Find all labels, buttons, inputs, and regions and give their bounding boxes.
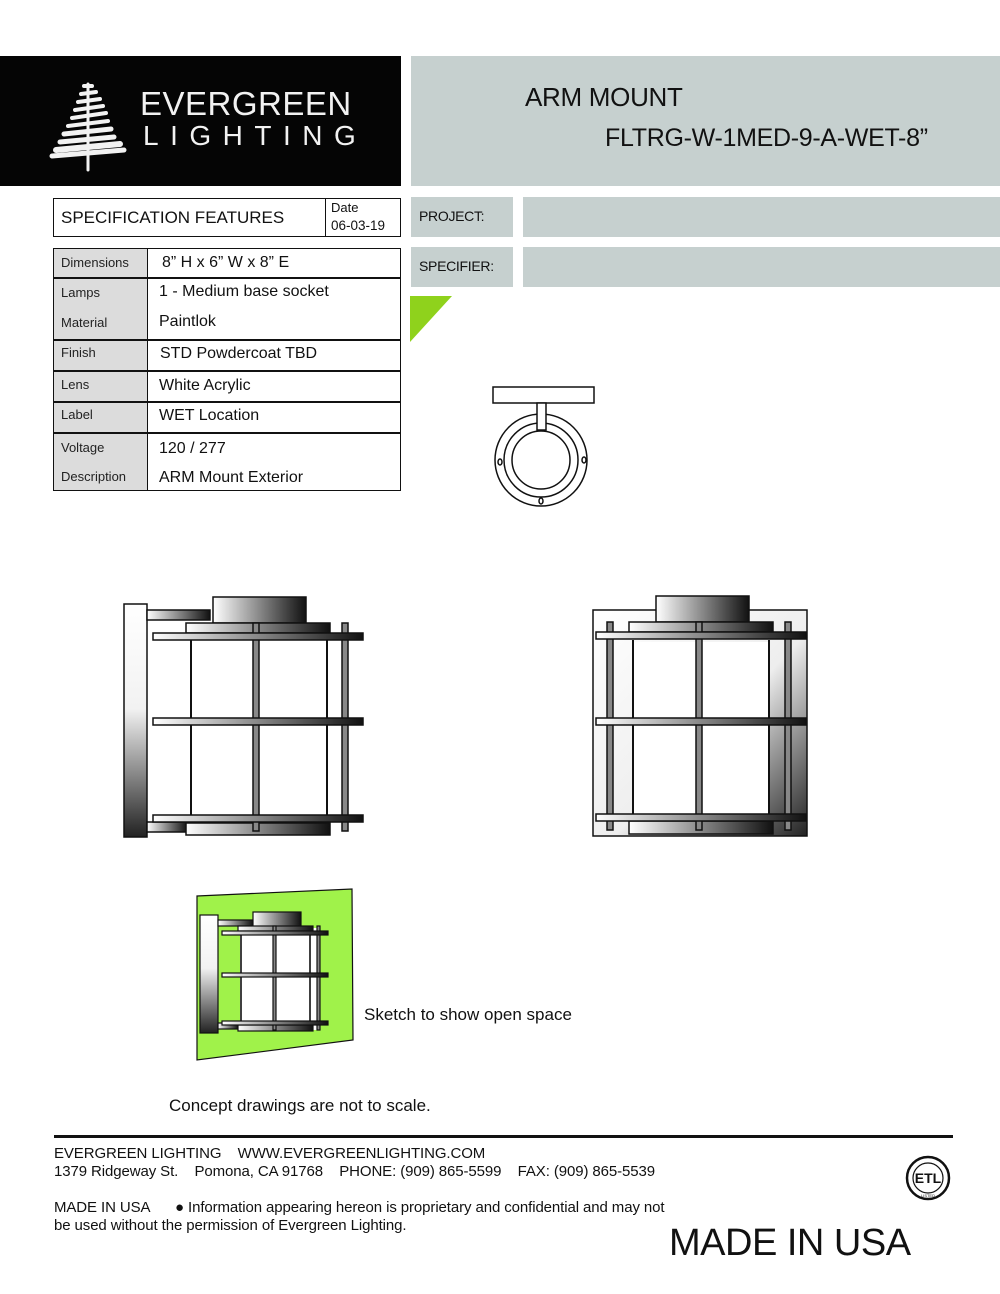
side-view-drawing (110, 585, 380, 850)
spec-value-voltage: 120 / 277 (159, 440, 226, 457)
date-value: 06-03-19 (331, 218, 386, 233)
specifier-field[interactable] (523, 247, 1000, 287)
divider (53, 277, 401, 279)
spec-label-description: Description (61, 469, 127, 484)
spec-label-lens: Lens (61, 377, 90, 392)
footer-divider (54, 1135, 953, 1138)
logo-text-lighting: LIGHTING (143, 120, 368, 151)
top-view-drawing (486, 384, 598, 510)
etl-listed-icon (905, 1155, 951, 1201)
divider (53, 401, 401, 403)
green-triangle-accent-icon (410, 296, 452, 342)
svg-text:LISTED: LISTED (920, 1193, 936, 1198)
pine-tree-icon (48, 80, 134, 172)
spec-label-lamps: Lamps (61, 285, 101, 300)
spec-value-description: ARM Mount Exterior (159, 469, 304, 486)
divider (53, 339, 401, 341)
spec-label-label: Label (61, 407, 93, 422)
spec-label-dimensions: Dimensions (61, 255, 129, 270)
footer-made-in-usa: MADE IN USA (54, 1199, 151, 1216)
scale-note: Concept drawings are not to scale. (169, 1096, 431, 1115)
spec-value-lens: White Acrylic (159, 377, 251, 394)
project-field[interactable] (523, 197, 1000, 237)
product-title: ARM MOUNT (525, 82, 683, 112)
sketch-caption: Sketch to show open space (364, 1005, 572, 1024)
spec-value-label: WET Location (159, 407, 260, 424)
spec-heading: SPECIFICATION FEATURES (61, 208, 285, 227)
footer-address-line: 1379 Ridgeway St. Pomona, CA 91768 PHONE: (909) 865-5599 FAX: (909) 865-5539 (54, 1163, 656, 1180)
title-band (411, 56, 1000, 186)
divider (53, 432, 401, 434)
specifier-label-box (411, 247, 513, 287)
logo-text-evergreen: EVERGREEN (140, 85, 352, 122)
spec-label-voltage: Voltage (61, 440, 105, 455)
footer-disclaimer: ● Information appearing hereon is proprietary and confidential and may not (175, 1199, 665, 1216)
spec-value-lamps: 1 - Medium base socket (159, 283, 329, 300)
product-model: FLTRG-W-1MED-9-A-WET-8” (605, 124, 928, 152)
spec-value-finish: STD Powdercoat TBD (160, 345, 318, 362)
svg-text:ETL: ETL (914, 1170, 942, 1186)
specifier-label: SPECIFIER: (419, 258, 494, 274)
spec-value-dimensions: 8” H x 6” W x 8” E (162, 254, 290, 271)
front-view-drawing (580, 585, 820, 850)
project-label: PROJECT: (419, 208, 485, 224)
made-in-usa-heading: MADE IN USA (669, 1222, 911, 1264)
spec-label-finish: Finish (61, 345, 96, 360)
footer-company-line: EVERGREEN LIGHTING WWW.EVERGREENLIGHTING.COM (54, 1145, 486, 1162)
divider (53, 370, 401, 372)
date-label: Date (331, 200, 359, 215)
open-space-sketch (185, 880, 365, 1065)
project-label-box (411, 197, 513, 237)
spec-value-material: Paintlok (159, 313, 216, 330)
spec-label-material: Material (61, 315, 108, 330)
footer-disclaimer-cont: be used without the permission of Evergreen Lighting. (54, 1217, 407, 1234)
